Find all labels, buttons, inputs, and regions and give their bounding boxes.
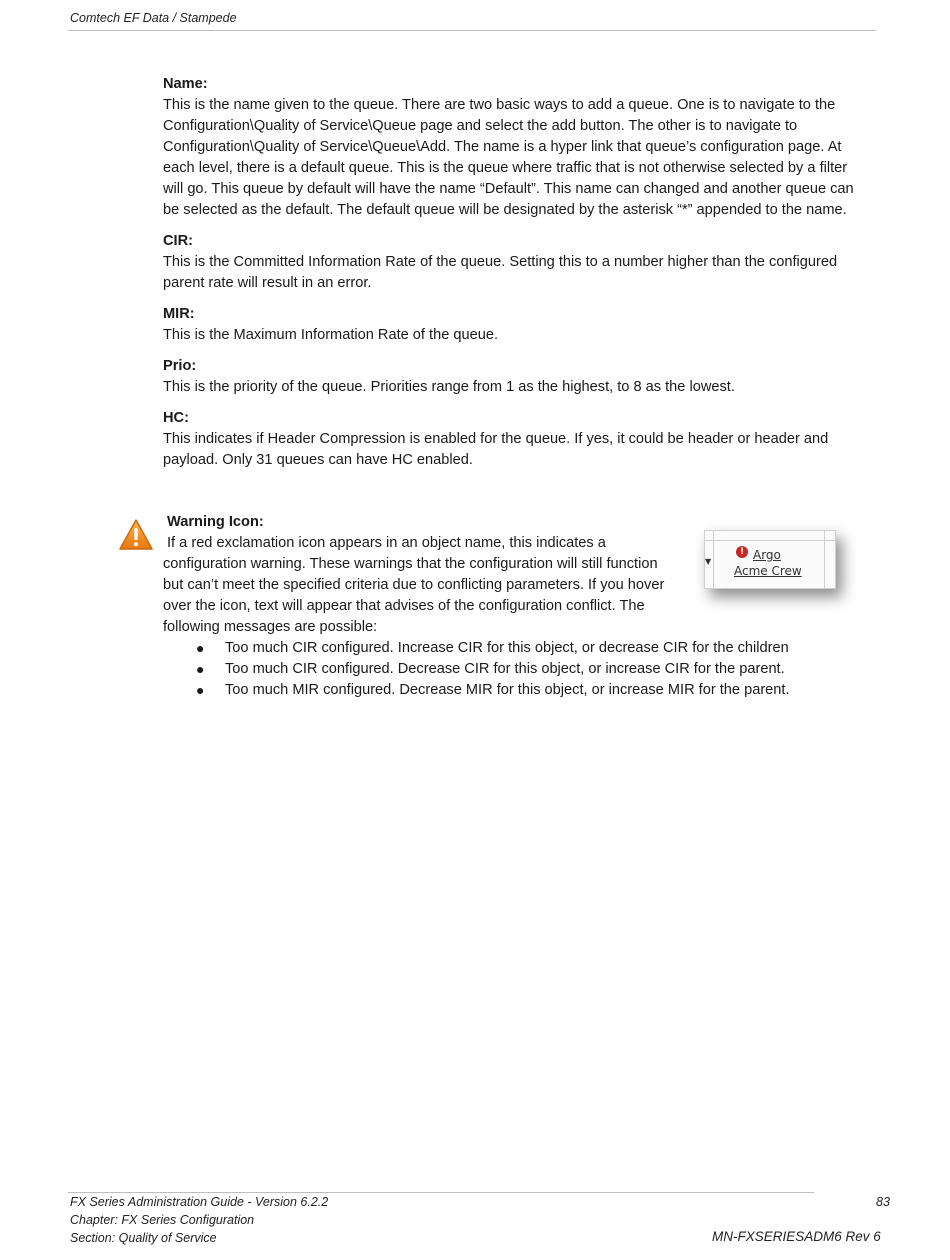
list-item (163, 659, 883, 680)
term-label: Prio: (163, 358, 197, 374)
term-label: Name: (163, 76, 208, 92)
footer-guide-title: FX Series Administration Guide - Version 6.2.2 (70, 1195, 329, 1209)
header-divider (68, 30, 876, 31)
grid-line (705, 540, 835, 541)
bullet-icon: ● (196, 640, 205, 656)
red-exclamation-icon: ! (736, 546, 748, 558)
list-item-text: Too much CIR configured. Decrease CIR for this object, or increase CIR for the parent. (225, 661, 785, 677)
term-description: This is the Committed Information Rate of the queue. Setting this to a number higher than the configured parent rate will result in an error. (163, 254, 838, 291)
field-definitions (163, 74, 868, 481)
warning-triangle-icon (118, 518, 154, 551)
page-header: Comtech EF Data / Stampede (70, 11, 237, 25)
term-description: This is the Maximum Information Rate of the queue. (163, 327, 499, 343)
term-label: CIR: (163, 233, 193, 249)
term-description: This indicates if Header Compression is enabled for the queue. If yes, it could be header or header and payload. Only 31 queues can have HC enabled. (163, 431, 829, 468)
document-id: MN-FXSERIESADM6 Rev 6 (712, 1229, 881, 1244)
term-description: This is the priority of the queue. Priorities range from 1 as the highest, to 8 as the lowest. (163, 379, 735, 395)
term-description: This is the name given to the queue. There are two basic ways to add a queue. One is to navigate to the Configuration\Quality of Service\Queue page and select the add button. The other is to navigate to Configuration\Quality of Service\Queue\Add. The name is a hyper link that queue’s configuration page. At each level, there is a default queue. This is the queue where traffic that is not otherwise selected by a filter will go. This queue by default will have the name “Default”. This name can changed and another queue can be selected as the default. The default queue will be designated by the asterisk “*” appended to the name. (163, 97, 854, 218)
grid-line (713, 531, 714, 588)
field-prio (163, 356, 868, 398)
field-hc (163, 408, 868, 471)
page-number: 83 (876, 1195, 890, 1209)
bullet-icon: ● (196, 661, 205, 677)
footer-chapter: Chapter: FX Series Configuration (70, 1213, 255, 1227)
queue-link-argo[interactable]: Argo (753, 548, 781, 562)
grid-line (824, 531, 825, 588)
queue-link-acme-crew[interactable]: Acme Crew (734, 564, 802, 578)
warning-title: Warning Icon: (167, 514, 264, 530)
field-mir (163, 304, 868, 346)
warning-description: If a red exclamation icon appears in an object name, this indicates a configuration warning. These warnings that the configuration will still function but can’t meet the specified criteria due to conflicting parameters. If you hover over the icon, text will appear that advises of the configuration conflict. The following messages are possible: (163, 535, 665, 635)
dropdown-arrow-icon: ▼ (705, 557, 712, 566)
warning-example-screenshot (704, 530, 836, 589)
list-item (163, 638, 883, 659)
field-cir (163, 231, 868, 294)
bullet-icon: ● (196, 682, 205, 698)
footer-divider (68, 1192, 814, 1193)
list-item (163, 680, 883, 701)
term-label: HC: (163, 410, 189, 426)
footer-section: Section: Quality of Service (70, 1231, 217, 1245)
warning-messages-list (163, 638, 883, 701)
list-item-text: Too much MIR configured. Decrease MIR for this object, or increase MIR for the parent. (225, 682, 790, 698)
field-name (163, 74, 868, 221)
term-label: MIR: (163, 306, 195, 322)
list-item-text: Too much CIR configured. Increase CIR for this object, or decrease CIR for the children (225, 640, 789, 656)
